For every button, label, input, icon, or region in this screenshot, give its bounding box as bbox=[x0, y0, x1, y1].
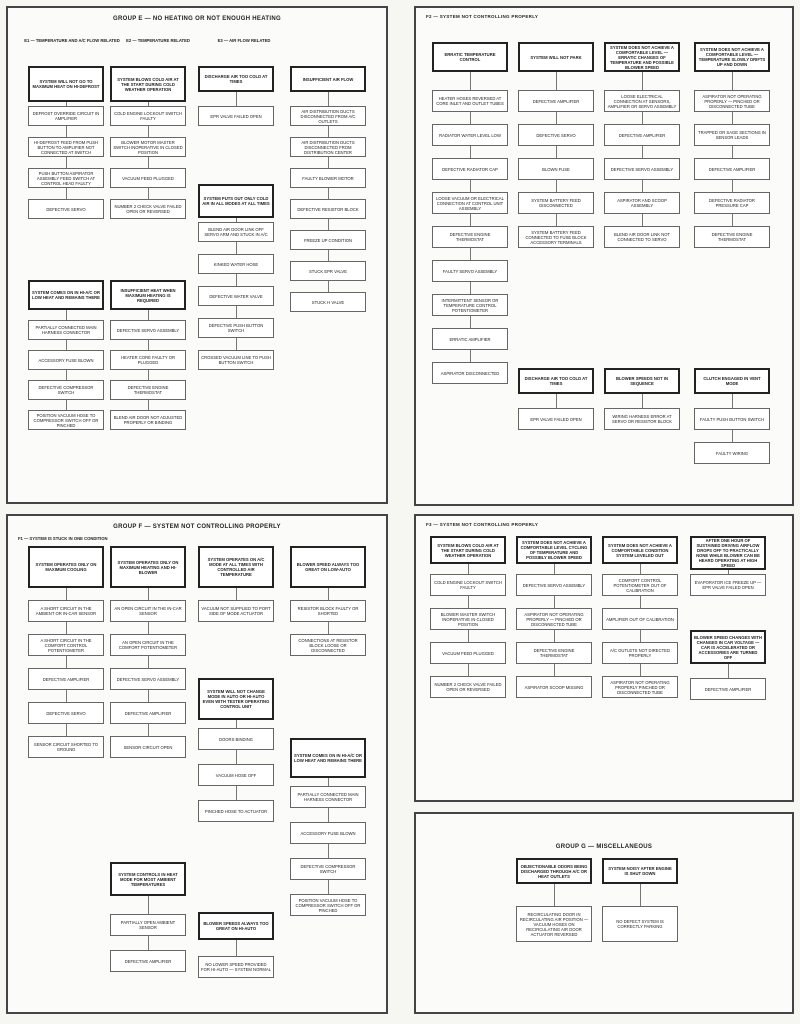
cause-box: DEFECTIVE SERVO ASSEMBLY bbox=[110, 320, 186, 340]
cause-box: SYSTEM BATTERY FEED DISCONNECTED bbox=[518, 192, 594, 214]
cause-box: DEFECTIVE RESISTOR BLOCK bbox=[290, 199, 366, 219]
cause-box: LOOSE VACUUM OR ELECTRICAL CONNECTION AT CONTROL UNIT ASSEMBLY bbox=[432, 192, 508, 214]
cause-box: DEFECTIVE SERVO bbox=[518, 124, 594, 146]
cause-box: NO LOWER SPEED PROVIDED FOR HI-AUTO — SYSTEM NORMAL bbox=[198, 956, 274, 978]
cause-box: DEFECTIVE SERVO ASSEMBLY bbox=[110, 668, 186, 690]
symptom-box: SYSTEM DOES NOT ACHIEVE A COMFORTABLE LEVEL — ERRATIC CHANGES OF TEMPERATURE AND POSSIBLE BLOWER SPEED bbox=[604, 42, 680, 72]
cause-box: ASPIRATOR NOT OPERATING PROPERLY PINCHED OR DISCONNECTED TUBE bbox=[602, 676, 678, 698]
cause-box: AIR DISTRIBUTION DUCTS DISCONNECTED FROM DISTRIBUTION CENTER bbox=[290, 137, 366, 157]
symptom-box: ERRATIC TEMPERATURE CONTROL bbox=[432, 42, 508, 72]
symptom-box: SYSTEM CONTROLS IN HEAT MODE FOR MOST AMBIENT TEMPERATURES bbox=[110, 862, 186, 896]
cause-box: PINCHED HOSE TO ACTUATOR bbox=[198, 800, 274, 822]
cause-box: A SHORT CIRCUIT IN THE AMBIENT OR IN-CAR SENSOR bbox=[28, 600, 104, 622]
cause-box: COLD ENGINE LOCKOUT SWITCH FAULTY bbox=[430, 574, 506, 596]
cause-box: EVAPORATOR ICE FREEZE UP — EPR VALVE FAILED OPEN bbox=[690, 574, 766, 596]
cause-box: DEFECTIVE AMPLIFIER bbox=[110, 702, 186, 724]
cause-box: STUCK H VALVE bbox=[290, 292, 366, 312]
cause-box: BLEND AIR DOOR LINK NOT CONNECTED TO SERVO bbox=[604, 226, 680, 248]
cause-box: SENSOR CIRCUIT OPEN bbox=[110, 736, 186, 758]
panel-title: GROUP E — NO HEATING OR NOT ENOUGH HEATING bbox=[113, 16, 281, 22]
panel-subtitle: F1 — SYSTEM IS STUCK IN ONE CONDITION bbox=[18, 536, 108, 541]
symptom-box: SYSTEM COMES ON IN HI-A/C OR LOW HEAT AND REMAINS THERE bbox=[290, 738, 366, 778]
cause-box: BLOWER MOTOR MASTER SWITCH INOPERATIVE IN CLOSED POSITION bbox=[110, 137, 186, 157]
cause-box: ASPIRATOR NOT OPERATING PROPERLY — PINCHED OR DISCONNECTED TUBE bbox=[516, 608, 592, 630]
cause-box: CROSSED VACUUM LINE TO PUSH BUTTON SWITCH bbox=[198, 350, 274, 370]
symptom-box: BLOWER SPEEDS NOT IN SEQUENCE bbox=[604, 368, 680, 394]
symptom-box: BLOWER SPEEDS ALWAYS TOO GREAT ON HI-AUTO bbox=[198, 912, 274, 940]
symptom-box: OBJECTIONABLE ODORS BEING DISCHARGED THROUGH A/C OR HEAT OUTLETS bbox=[516, 858, 592, 884]
symptom-box: SYSTEM WILL NOT PARK bbox=[518, 42, 594, 72]
symptom-box: CLUTCH ENGAGED IN VENT MODE bbox=[694, 368, 770, 394]
cause-box: PARTIALLY CONNECTED MAIN HARNESS CONNECTOR bbox=[28, 320, 104, 340]
symptom-box: SYSTEM DOES NOT ACHIEVE A COMFORTABLE CONDITION SYSTEM LEVELED OUT bbox=[602, 536, 678, 564]
cause-box: KINKED WATER HOSE bbox=[198, 254, 274, 274]
cause-box: VACUUM FEED PLUGGED bbox=[110, 168, 186, 188]
cause-box: ASPIRATOR SCOOP MISSING bbox=[516, 676, 592, 698]
cause-box: ACCESSORY FUSE BLOWN bbox=[28, 350, 104, 370]
cause-box: INTERMITTENT SENSOR OR TEMPERATURE CONTROL POTENTIOMETER bbox=[432, 294, 508, 316]
symptom-box: BLOWER SPEED ALWAYS TOO GREAT ON LOW-AUTO bbox=[290, 546, 366, 588]
cause-box: DEFECTIVE AMPLIFIER bbox=[690, 678, 766, 700]
cause-box: DEFECTIVE AMPLIFIER bbox=[604, 124, 680, 146]
section-header: E3 — AIR FLOW RELATED bbox=[217, 38, 271, 43]
cause-box: DEFECTIVE WATER VALVE bbox=[198, 286, 274, 306]
cause-box: POSITION VACUUM HOSE TO COMPRESSOR SWITCH OFF OR PINCHED bbox=[28, 410, 104, 430]
cause-box: WIRING HARNESS ERROR AT SERVO OR RESISTOR BLOCK bbox=[604, 408, 680, 430]
cause-box: ASPIRATOR NOT OPERATING PROPERLY — PINCHED OR DISCONNECTED TUBE bbox=[694, 90, 770, 112]
panel-title: GROUP G — MISCELLANEOUS bbox=[555, 844, 653, 850]
panel-title: F3 — SYSTEM NOT CONTROLLING PROPERLY bbox=[426, 522, 539, 527]
section-header: E1 — TEMPERATURE AND A/C FLOW RELATED bbox=[24, 38, 120, 43]
cause-box: DEFECTIVE RADIATOR PRESSURE CAP bbox=[694, 192, 770, 214]
cause-box: AN OPEN CIRCUIT IN THE COMFORT POTENTIOMETER bbox=[110, 634, 186, 656]
symptom-box: INSUFFICIENT HEAT WHEN MAXIMUM HEATING IS REQUIRED bbox=[110, 280, 186, 310]
cause-box: BLOWN FUSE bbox=[518, 158, 594, 180]
panel-f3 bbox=[414, 514, 794, 802]
symptom-box: SYSTEM COMES ON IN HI-A/C OR LOW HEAT AND REMAINS THERE bbox=[28, 280, 104, 310]
cause-box: DEFECTIVE COMPRESSOR SWITCH bbox=[28, 380, 104, 400]
symptom-box: SYSTEM NOISY AFTER ENGINE IS SHUT DOWN bbox=[602, 858, 678, 884]
cause-box: NO DEFECT SYSTEM IS CORRECTLY PARKING bbox=[602, 906, 678, 942]
cause-box: PARTIALLY CONNECTED MAIN HARNESS CONNECTOR bbox=[290, 786, 366, 808]
cause-box: HEATER HOSES REVERSED AT CORE INLET AND OUTLET TUBES bbox=[432, 90, 508, 112]
cause-box: VACUUM NOT SUPPLIED TO PORT SIDE OF MODE ACTUATOR bbox=[198, 600, 274, 622]
cause-box: A SHORT CIRCUIT IN THE COMFORT CONTROL POTENTIOMETER bbox=[28, 634, 104, 656]
cause-box: COLD ENGINE LOCKOUT SWITCH FAULTY bbox=[110, 106, 186, 126]
symptom-box: SYSTEM BLOWS COLD AIR AT THE START DURING COLD WEATHER OPERATION bbox=[430, 536, 506, 564]
cause-box: AMPLIFIER OUT OF CALIBRATION bbox=[602, 608, 678, 630]
symptom-box: SYSTEM OPERATES ONLY ON MAXIMUM HEATING AND HI-BLOWER bbox=[110, 546, 186, 588]
cause-box: AN OPEN CIRCUIT IN THE IN-CAR SENSOR bbox=[110, 600, 186, 622]
cause-box: DEFECTIVE SERVO ASSEMBLY bbox=[604, 158, 680, 180]
cause-box: DEFECTIVE RADIATOR CAP bbox=[432, 158, 508, 180]
cause-box: DEFECTIVE PUSH BUTTON SWITCH bbox=[198, 318, 274, 338]
cause-box: DEFECTIVE ENGINE THERMOSTAT bbox=[694, 226, 770, 248]
symptom-box: SYSTEM WILL NOT GO TO MAXIMUM HEAT ON HI-DEFROST bbox=[28, 66, 104, 102]
cause-box: PARTIALLY OPEN AMBIENT SENSOR bbox=[110, 914, 186, 936]
panel-title: GROUP F — SYSTEM NOT CONTROLLING PROPERLY bbox=[113, 524, 281, 530]
panel-f2 bbox=[414, 6, 794, 506]
cause-box: DEFECTIVE ENGINE THERMOSTAT bbox=[432, 226, 508, 248]
symptom-box: INSUFFICIENT AIR FLOW bbox=[290, 66, 366, 92]
symptom-box: BLOWER SPEED CHANGES WITH CHANGES IN CAR VOLTAGE — CAR IS ACCELERATED OR ACCESSORIES ARE TURNED OFF bbox=[690, 630, 766, 664]
cause-box: ASPIRATOR AND SCOOP ASSEMBLY bbox=[604, 192, 680, 214]
cause-box: FAULTY PUSH BUTTON SWITCH bbox=[694, 408, 770, 430]
symptom-box: AFTER ONE HOUR OF SUSTAINED DRIVING AIRFLOW DROPS OFF TO PRACTICALLY NONE WHILE BLOWER CAN BE HEARD OPERATING AT HIGH SPEED bbox=[690, 536, 766, 570]
cause-box: COMFORT CONTROL POTENTIOMETER OUT OF CALIBRATION bbox=[602, 574, 678, 596]
cause-box: STUCK EPR VALVE bbox=[290, 261, 366, 281]
cause-box: EPR VALVE FAILED OPEN bbox=[198, 106, 274, 126]
cause-box: RADIATOR WATER LEVEL LOW bbox=[432, 124, 508, 146]
cause-box: VACUUM FEED PLUGGED bbox=[430, 642, 506, 664]
cause-box: NUMBER 2 CHECK VALVE FAILED OPEN OR REVERSED bbox=[110, 199, 186, 219]
cause-box: FAULTY SERVO ASSEMBLY bbox=[432, 260, 508, 282]
cause-box: NUMBER 2 CHECK VALVE FAILED OPEN OR REVERSED bbox=[430, 676, 506, 698]
cause-box: DEFECTIVE AMPLIFIER bbox=[518, 90, 594, 112]
symptom-box: SYSTEM OPERATES ON A/C MODE AT ALL TIMES WITH CONTROLLED AIR TEMPERATURE bbox=[198, 546, 274, 588]
section-header: E2 — TEMPERATURE RELATED bbox=[126, 38, 190, 43]
cause-box: FAULTY WIRING bbox=[694, 442, 770, 464]
cause-box: VACUUM HOSE OFF bbox=[198, 764, 274, 786]
cause-box: SYSTEM BATTERY FEED CONNECTED TO FUSE BLOCK ACCESSORY TERMINALS bbox=[518, 226, 594, 248]
cause-box: BLEND AIR DOOR LINK OFF SERVO ARM AND STUCK IN A/C bbox=[198, 222, 274, 242]
symptom-box: SYSTEM DOES NOT ACHIEVE A COMFORTABLE LEVEL CYCLING OF TEMPERATURE AND POSSIBLY BLOWER SPEED bbox=[516, 536, 592, 564]
cause-box: DEFECTIVE AMPLIFIER bbox=[694, 158, 770, 180]
symptom-box: DISCHARGE AIR TOO COLD AT TIMES bbox=[198, 66, 274, 92]
cause-box: POSITION VACUUM HOSE TO COMPRESSOR SWITCH OFF OR PINCHED bbox=[290, 894, 366, 916]
panel-f bbox=[6, 514, 388, 1014]
cause-box: FREEZE UP CONDITION bbox=[290, 230, 366, 250]
cause-box: DEFECTIVE AMPLIFIER bbox=[110, 950, 186, 972]
panel-e bbox=[6, 6, 388, 504]
cause-box: A/C OUTLETS NOT DIRECTED PROPERLY bbox=[602, 642, 678, 664]
cause-box: SENSOR CIRCUIT SHORTED TO GROUND bbox=[28, 736, 104, 758]
cause-box: DEFECTIVE ENGINE THERMOSTAT bbox=[110, 380, 186, 400]
cause-box: RECIRCULATING DOOR IN RECIRCULATING AIR POSITION — VACUUM HOSES ON RECIRCULATING AIR DOOR ACTUATOR REVERSED bbox=[516, 906, 592, 942]
cause-box: DOORS BINDING bbox=[198, 728, 274, 750]
panel-g bbox=[414, 812, 794, 1014]
cause-box: TRAPPED OR SAGE SECTIONS IN SENSOR LEADS bbox=[694, 124, 770, 146]
cause-box: DEFECTIVE SERVO ASSEMBLY bbox=[516, 574, 592, 596]
cause-box: BLEND AIR DOOR NOT ADJUSTED PROPERLY OR BINDING bbox=[110, 410, 186, 430]
cause-box: AIR DISTRIBUTION DUCTS DISCONNECTED FROM A/C OUTLETS bbox=[290, 106, 366, 126]
panel-title: F2 — SYSTEM NOT CONTROLLING PROPERLY bbox=[426, 14, 539, 19]
cause-box: FAULTY BLOWER MOTOR bbox=[290, 168, 366, 188]
cause-box: DEFECTIVE AMPLIFIER bbox=[28, 668, 104, 690]
symptom-box: SYSTEM PUTS OUT ONLY COLD AIR IN ALL MODES AT ALL TIMES bbox=[198, 184, 274, 218]
cause-box: HI-DEFROST FEED FROM PUSH BUTTON TO AMPLIFIER NOT CONNECTED AT SWITCH bbox=[28, 137, 104, 157]
cause-box: EPR VALVE FAILED OPEN bbox=[518, 408, 594, 430]
symptom-box: SYSTEM DOES NOT ACHIEVE A COMFORTABLE LEVEL — TEMPERATURE SLOWLY DRIFTS UP AND DOWN bbox=[694, 42, 770, 72]
cause-box: CONNECTIONS AT RESISTOR BLOCK LOOSE OR DISCONNECTED bbox=[290, 634, 366, 656]
cause-box: DEFECTIVE SERVO bbox=[28, 702, 104, 724]
symptom-box: DISCHARGE AIR TOO COLD AT TIMES bbox=[518, 368, 594, 394]
cause-box: ACCESSORY FUSE BLOWN bbox=[290, 822, 366, 844]
cause-box: ASPIRATOR DISCONNECTED bbox=[432, 362, 508, 384]
cause-box: BLOWER MASTER SWITCH INOPERATIVE IN CLOSED POSITION bbox=[430, 608, 506, 630]
cause-box: DEFECTIVE ENGINE THERMOSTAT bbox=[516, 642, 592, 664]
cause-box: DEFECTIVE COMPRESSOR SWITCH bbox=[290, 858, 366, 880]
cause-box: ERRATIC AMPLIFIER bbox=[432, 328, 508, 350]
cause-box: LOOSE ELECTRICAL CONNECTION AT SENSORS, AMPLIFIER OR SERVO ASSEMBLY bbox=[604, 90, 680, 112]
cause-box: DEFROST OVERRIDE CIRCUIT IN AMPLIFIER bbox=[28, 106, 104, 126]
symptom-box: SYSTEM BLOWS COLD AIR AT THE START DURING COLD WEATHER OPERATION bbox=[110, 66, 186, 102]
cause-box: HEATER CORE FAULTY OR PLUGGED bbox=[110, 350, 186, 370]
cause-box: PUSH BUTTON ASPIRATOR ASSEMBLY FEED SWITCH AT CONTROL HEAD FAULTY bbox=[28, 168, 104, 188]
symptom-box: SYSTEM WILL NOT CHANGE MODE IN AUTO OR HI-AUTO EVEN WITH TESTER OPERATING CONTROL UNIT bbox=[198, 678, 274, 720]
cause-box: DEFECTIVE SERVO bbox=[28, 199, 104, 219]
symptom-box: SYSTEM OPERATES ONLY ON MAXIMUM COOLING bbox=[28, 546, 104, 588]
cause-box: RESISTOR BLOCK FAULTY OR SHORTED bbox=[290, 600, 366, 622]
